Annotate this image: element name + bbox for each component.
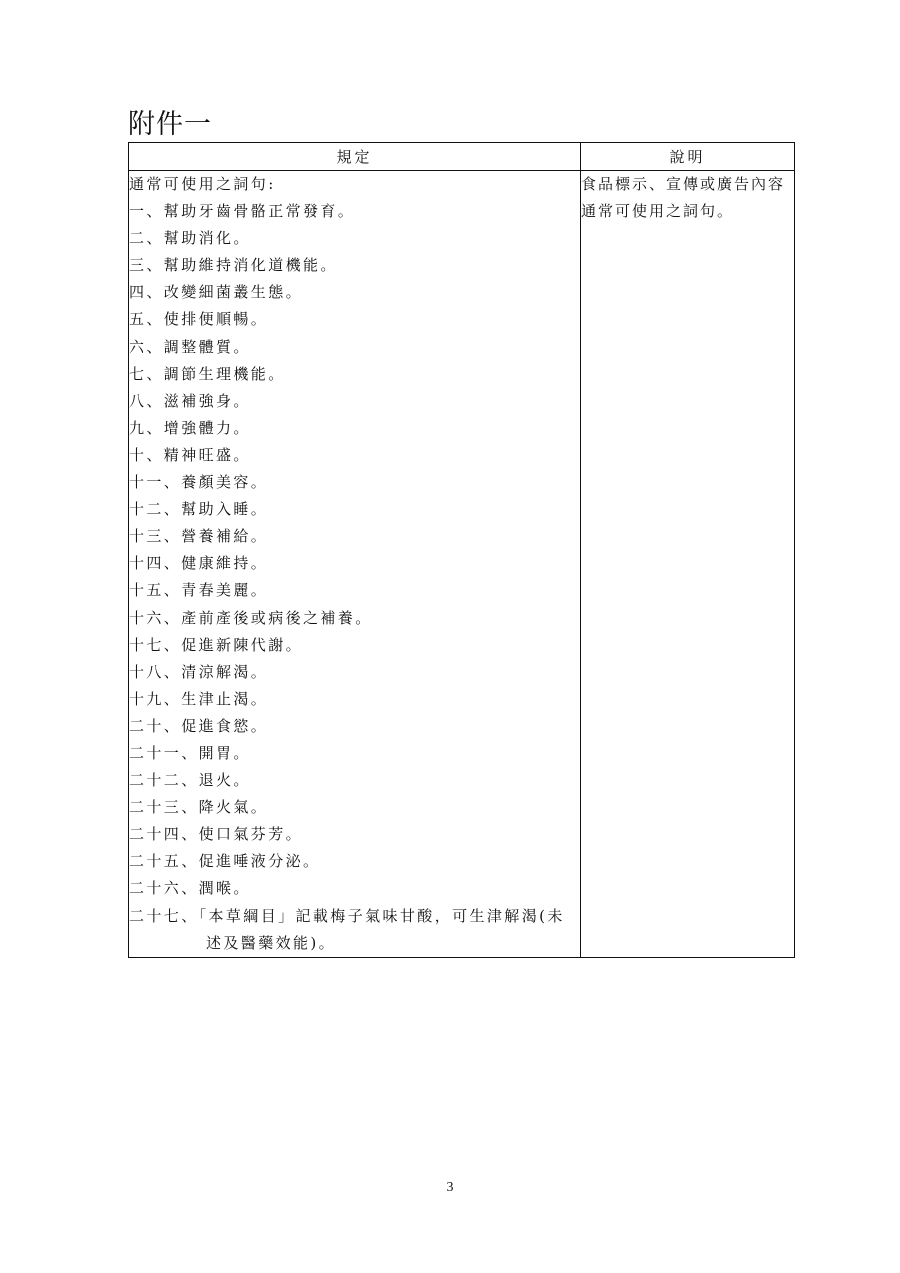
rule-item: 五、使排便順暢。 — [129, 310, 269, 329]
rule-item: 八、滋補強身。 — [129, 391, 251, 410]
rule-item: 十四、健康維持。 — [129, 554, 269, 573]
rule-item: 十九、生津止渴。 — [129, 689, 269, 708]
rule-list — [129, 198, 580, 902]
header-rule: 規定 — [129, 143, 581, 171]
rule-item: 二十六、潤喉。 — [129, 879, 251, 898]
rule-item: 二十二、退火。 — [129, 771, 251, 790]
rule-intro: 通常可使用之詞句: — [129, 175, 276, 193]
rule-item-27-continuation: 述及醫藥效能)。 — [206, 933, 337, 952]
attachment-title: 附件一 — [128, 109, 212, 140]
rule-item: 二、幫助消化。 — [129, 229, 251, 248]
rule-item: 十五、青春美麗。 — [129, 581, 269, 600]
rule-item: 十一、養顏美容。 — [129, 473, 269, 492]
description-cell — [581, 171, 795, 958]
rule-item: 二十一、開胃。 — [129, 743, 251, 762]
rule-item: 四、改變細菌叢生態。 — [129, 283, 304, 302]
page-number: 3 — [446, 1180, 454, 1195]
regulation-table — [128, 142, 795, 958]
rule-item: 二十三、降火氣。 — [129, 798, 269, 817]
rule-item-27: 二十七、「本草綱目」記載梅子氣味甘酸，可生津解渴(未 — [129, 906, 565, 925]
rule-item: 十七、促進新陳代謝。 — [129, 635, 304, 654]
rule-item: 十八、清涼解渴。 — [129, 662, 269, 681]
table-header-row — [129, 143, 795, 171]
rule-item: 二十五、促進唾液分泌。 — [129, 852, 321, 871]
rule-item: 十二、幫助入睡。 — [129, 500, 269, 519]
rule-item: 一、幫助牙齒骨骼正常發育。 — [129, 202, 356, 221]
rule-item: 二十、促進食慾。 — [129, 716, 269, 735]
header-description: 說明 — [581, 143, 795, 171]
rule-item: 三、幫助維持消化道機能。 — [129, 256, 338, 275]
rule-item: 六、調整體質。 — [129, 337, 251, 356]
rule-cell — [129, 171, 581, 958]
rule-item: 十三、營養補給。 — [129, 527, 269, 546]
rule-item: 十六、產前產後或病後之補養。 — [129, 608, 373, 627]
rule-item: 二十四、使口氣芬芳。 — [129, 825, 304, 844]
rule-item: 七、調節生理機能。 — [129, 364, 286, 383]
rule-item: 九、增強體力。 — [129, 418, 251, 437]
table-body-row — [129, 171, 795, 958]
rule-item: 十、精神旺盛。 — [129, 445, 251, 464]
description-text: 食品標示、宣傳或廣告內容通常可使用之詞句。 — [581, 175, 786, 221]
